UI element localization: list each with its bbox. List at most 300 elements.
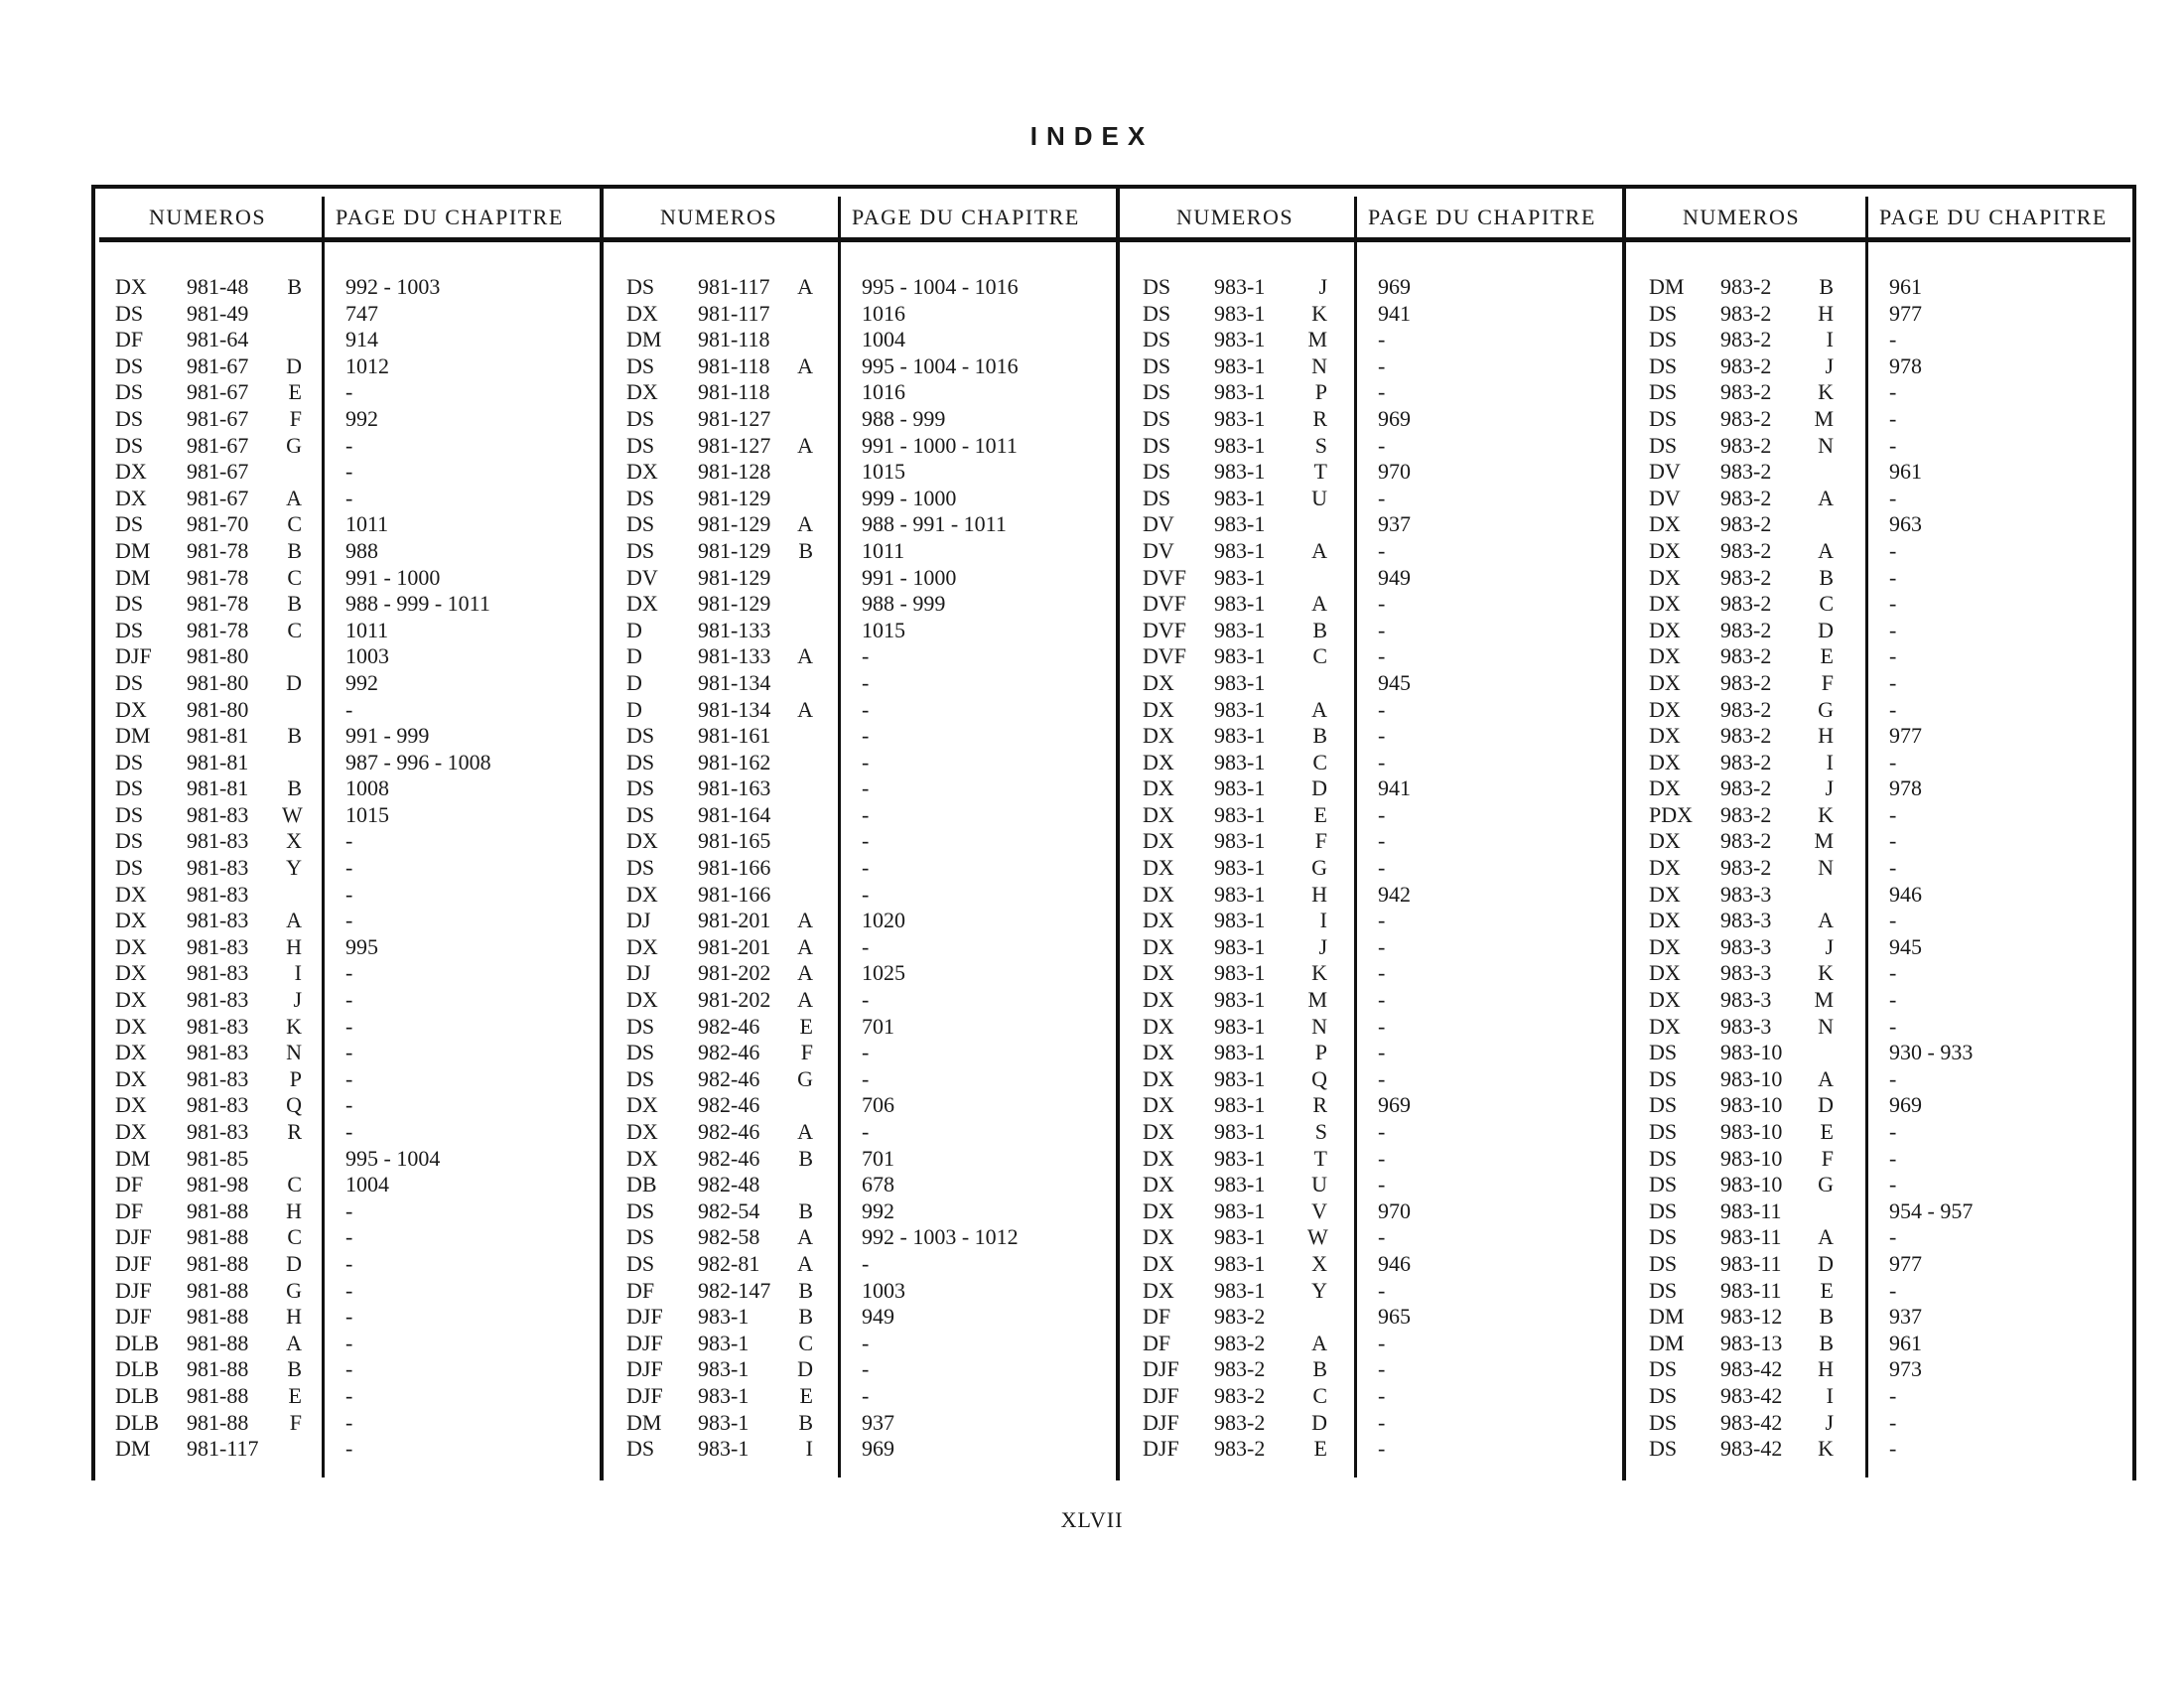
entry-number: 983-2 <box>1720 379 1772 405</box>
entry-page: 930 - 933 <box>1889 1040 1974 1065</box>
entry-prefix: DX <box>1143 855 1174 881</box>
index-row <box>603 565 1119 592</box>
entry-number: 981-163 <box>698 775 771 801</box>
entry-suffix: Y <box>286 855 302 881</box>
entry-number: 981-64 <box>187 327 249 352</box>
entry-page: - <box>862 881 870 907</box>
index-row <box>91 406 603 433</box>
entry-suffix: B <box>798 1277 813 1303</box>
index-row <box>1119 511 1625 538</box>
entry-page: - <box>1378 1119 1386 1144</box>
entry-prefix: DS <box>115 801 144 827</box>
entry-number: 981-88 <box>187 1304 249 1330</box>
entry-suffix: K <box>1818 379 1834 405</box>
entry-prefix: DV <box>1649 459 1681 485</box>
entry-number: 983-1 <box>1214 300 1266 326</box>
index-row <box>1119 486 1625 512</box>
index-row <box>1625 643 2132 670</box>
entry-prefix: DS <box>1649 405 1678 431</box>
entry-prefix: DS <box>626 1197 655 1223</box>
entry-number: 983-3 <box>1720 987 1772 1013</box>
entry-suffix: N <box>1311 352 1327 378</box>
entry-prefix: DS <box>1143 405 1171 431</box>
index-row <box>91 1066 603 1093</box>
entry-suffix: F <box>289 405 302 431</box>
entry-suffix: J <box>1825 352 1834 378</box>
entry-page: - <box>1889 696 1897 722</box>
entry-prefix: DX <box>626 459 658 485</box>
entry-page: - <box>1378 352 1386 378</box>
entry-page: - <box>1889 537 1897 563</box>
index-row <box>91 960 603 987</box>
entry-prefix: DS <box>1649 1409 1678 1435</box>
entry-prefix: DLB <box>115 1330 159 1355</box>
index-row <box>1625 1304 2132 1331</box>
index-row <box>603 1014 1119 1041</box>
index-row <box>91 1356 603 1383</box>
index-row <box>1625 1119 2132 1146</box>
entry-page: - <box>345 855 353 881</box>
entry-suffix: E <box>799 1013 813 1039</box>
entry-number: 981-49 <box>187 300 249 326</box>
entry-page: - <box>345 459 353 485</box>
entry-number: 981-83 <box>187 960 249 986</box>
index-row <box>1625 618 2132 644</box>
index-row <box>1625 1331 2132 1357</box>
entry-number: 983-2 <box>1720 300 1772 326</box>
index-row <box>1119 1304 1625 1331</box>
entry-number: 983-1 <box>1214 643 1266 669</box>
entry-prefix: DX <box>1649 511 1681 537</box>
entry-page: 941 <box>1378 775 1411 801</box>
entry-suffix: C <box>798 1330 813 1355</box>
entry-page: - <box>1378 1277 1386 1303</box>
index-row <box>1119 1040 1625 1066</box>
entry-suffix: A <box>797 696 813 722</box>
index-row <box>1119 828 1625 855</box>
entry-prefix: DF <box>1143 1330 1171 1355</box>
entry-number: 983-10 <box>1720 1065 1783 1091</box>
index-row <box>1625 301 2132 328</box>
index-row <box>1119 643 1625 670</box>
entry-page: 995 <box>345 933 378 959</box>
entry-page: 992 <box>862 1197 894 1223</box>
entry-page: - <box>1889 987 1897 1013</box>
entry-prefix: DS <box>626 1250 655 1276</box>
entry-prefix: DB <box>626 1172 657 1197</box>
index-row <box>1625 987 2132 1014</box>
entry-page: - <box>345 1119 353 1144</box>
table-right-rule <box>2132 185 2136 1480</box>
entry-suffix: E <box>799 1382 813 1408</box>
index-row <box>603 934 1119 961</box>
entry-prefix: DX <box>626 881 658 907</box>
entry-number: 983-2 <box>1720 564 1772 590</box>
entry-page: - <box>1378 828 1386 854</box>
entry-page: 1011 <box>345 617 389 642</box>
entry-page: 995 - 1004 <box>345 1145 441 1171</box>
index-row <box>603 775 1119 802</box>
entry-page: - <box>1889 1409 1897 1435</box>
index-row <box>1625 406 2132 433</box>
entry-suffix: F <box>289 1409 302 1435</box>
entry-page: 747 <box>345 300 378 326</box>
entry-page: - <box>1889 405 1897 431</box>
entry-suffix: H <box>286 933 302 959</box>
entry-prefix: DX <box>115 274 147 299</box>
entry-number: 981-81 <box>187 723 249 749</box>
entry-prefix: DX <box>1143 749 1174 774</box>
entry-prefix: DS <box>1649 1277 1678 1303</box>
entry-number: 983-1 <box>1214 696 1266 722</box>
entry-number: 983-1 <box>698 1436 750 1462</box>
entry-page: - <box>345 379 353 405</box>
entry-prefix: DS <box>1143 300 1171 326</box>
entry-suffix: C <box>1312 749 1327 774</box>
entry-number: 983-10 <box>1720 1145 1783 1171</box>
entry-suffix: W <box>282 801 303 827</box>
entry-number: 981-166 <box>698 855 771 881</box>
entry-prefix: DX <box>1649 564 1681 590</box>
entry-suffix: C <box>287 564 302 590</box>
entry-suffix: B <box>1312 723 1327 749</box>
index-row <box>91 882 603 909</box>
header-numeros: NUMEROS <box>1176 205 1295 229</box>
entry-prefix: DX <box>1143 960 1174 986</box>
entry-prefix: DV <box>1649 485 1681 510</box>
entry-prefix: DX <box>115 1119 147 1144</box>
index-row <box>603 486 1119 512</box>
entry-page: 678 <box>862 1172 894 1197</box>
index-row <box>603 1198 1119 1225</box>
header-numeros: NUMEROS <box>660 205 778 229</box>
entry-page: 970 <box>1378 459 1411 485</box>
entry-number: 983-1 <box>1214 1250 1266 1276</box>
entry-number: 981-201 <box>698 933 771 959</box>
entry-number: 983-2 <box>1720 669 1772 695</box>
index-row <box>603 459 1119 486</box>
entry-page: 978 <box>1889 352 1922 378</box>
entry-suffix: A <box>797 643 813 669</box>
entry-page: 1020 <box>862 908 905 933</box>
entry-page: 978 <box>1889 775 1922 801</box>
index-row <box>603 1066 1119 1093</box>
entry-suffix: E <box>288 379 302 405</box>
entry-number: 981-67 <box>187 485 249 510</box>
entry-prefix: DX <box>1143 987 1174 1013</box>
index-row <box>1119 1172 1625 1198</box>
entry-page: - <box>862 696 870 722</box>
entry-suffix: A <box>1818 908 1834 933</box>
index-row <box>1119 1119 1625 1146</box>
entry-number: 983-1 <box>1214 987 1266 1013</box>
entry-suffix: A <box>1818 1224 1834 1250</box>
entry-suffix: I <box>805 1436 813 1462</box>
entry-number: 981-48 <box>187 274 249 299</box>
entry-prefix: DF <box>1143 1304 1171 1330</box>
entry-number: 983-1 <box>698 1356 750 1382</box>
index-row <box>91 591 603 618</box>
header-page-du-chapitre: PAGE DU CHAPITRE <box>336 205 564 229</box>
entry-suffix: D <box>1818 1250 1834 1276</box>
entry-prefix: DX <box>1649 749 1681 774</box>
index-row <box>603 802 1119 829</box>
entry-suffix: Q <box>286 1092 302 1118</box>
index-row <box>1625 855 2132 882</box>
entry-suffix: B <box>798 537 813 563</box>
entry-number: 983-2 <box>1720 485 1772 510</box>
entry-suffix: X <box>286 828 302 854</box>
entry-number: 983-11 <box>1720 1277 1782 1303</box>
index-row <box>1119 697 1625 724</box>
entry-prefix: DS <box>1143 459 1171 485</box>
entry-number: 983-2 <box>1720 459 1772 485</box>
entry-number: 981-134 <box>698 669 771 695</box>
entry-prefix: DX <box>1143 881 1174 907</box>
entry-number: 981-166 <box>698 881 771 907</box>
entry-page: 991 - 999 <box>345 723 430 749</box>
entry-prefix: DX <box>115 696 147 722</box>
entry-number: 983-2 <box>1720 696 1772 722</box>
entry-page: - <box>862 1119 870 1144</box>
index-row <box>91 855 603 882</box>
entry-page: 991 - 1000 - 1011 <box>862 432 1018 458</box>
entry-suffix: H <box>1311 881 1327 907</box>
entry-prefix: DX <box>115 485 147 510</box>
entry-number: 981-88 <box>187 1330 249 1355</box>
index-row <box>1625 828 2132 855</box>
entry-number: 983-10 <box>1720 1172 1783 1197</box>
index-row <box>603 643 1119 670</box>
entry-prefix: DS <box>1649 1065 1678 1091</box>
entry-number: 983-2 <box>1720 775 1772 801</box>
entry-suffix: I <box>294 960 302 986</box>
entry-number: 983-1 <box>1214 960 1266 986</box>
index-row <box>1625 538 2132 565</box>
entry-suffix: J <box>1318 274 1327 299</box>
index-group-2 <box>603 185 1119 1480</box>
index-row <box>1119 1383 1625 1410</box>
entry-number: 983-2 <box>1720 274 1772 299</box>
entry-prefix: DS <box>115 300 144 326</box>
entry-page: 1015 <box>862 617 905 642</box>
index-row <box>1625 723 2132 750</box>
entry-page: - <box>862 775 870 801</box>
index-row <box>1119 327 1625 353</box>
index-row <box>1119 802 1625 829</box>
entry-suffix: K <box>1818 1436 1834 1462</box>
entry-number: 981-83 <box>187 855 249 881</box>
entry-page: - <box>862 1065 870 1091</box>
entry-prefix: DX <box>626 987 658 1013</box>
entry-page: - <box>345 1224 353 1250</box>
index-row <box>1625 775 2132 802</box>
entry-number: 983-1 <box>1214 274 1266 299</box>
entry-prefix: DS <box>1649 1382 1678 1408</box>
index-row <box>91 459 603 486</box>
entry-page: - <box>1889 1119 1897 1144</box>
entry-prefix: DS <box>115 432 144 458</box>
index-row <box>603 1304 1119 1331</box>
entry-number: 983-1 <box>1214 591 1266 617</box>
index-row <box>603 538 1119 565</box>
entry-number: 981-129 <box>698 485 771 510</box>
index-row <box>91 723 603 750</box>
index-row <box>1625 591 2132 618</box>
entry-page: 991 - 1000 <box>862 564 957 590</box>
index-row <box>1625 565 2132 592</box>
entry-suffix: B <box>287 537 302 563</box>
entry-page: - <box>1378 855 1386 881</box>
index-row <box>603 511 1119 538</box>
entry-prefix: DX <box>1143 1092 1174 1118</box>
entry-number: 981-78 <box>187 564 249 590</box>
entry-number: 983-2 <box>1214 1436 1266 1462</box>
entry-page: - <box>1889 1277 1897 1303</box>
entry-suffix: T <box>1313 1145 1327 1171</box>
entry-prefix: DM <box>626 1409 662 1435</box>
index-row <box>603 353 1119 380</box>
entry-page: 961 <box>1889 1330 1922 1355</box>
entry-prefix: DX <box>626 300 658 326</box>
entry-number: 983-1 <box>1214 327 1266 352</box>
entry-suffix: A <box>286 1330 302 1355</box>
entry-number: 983-1 <box>1214 881 1266 907</box>
entry-page: 977 <box>1889 723 1922 749</box>
entry-prefix: DS <box>626 749 655 774</box>
entry-suffix: E <box>1820 1119 1834 1144</box>
index-row <box>91 1224 603 1251</box>
entry-prefix: DX <box>1649 775 1681 801</box>
entry-page: 992 <box>345 405 378 431</box>
entry-suffix: J <box>1825 775 1834 801</box>
entry-page: - <box>862 855 870 881</box>
entry-suffix: S <box>1314 1119 1327 1144</box>
entry-prefix: DS <box>1649 352 1678 378</box>
entry-number: 982-46 <box>698 1013 760 1039</box>
entry-prefix: D <box>626 617 642 642</box>
entry-number: 983-1 <box>1214 908 1266 933</box>
entry-prefix: DJF <box>115 643 152 669</box>
entry-suffix: H <box>1818 300 1834 326</box>
entry-suffix: W <box>1307 1224 1328 1250</box>
entry-page: 977 <box>1889 1250 1922 1276</box>
index-row <box>603 406 1119 433</box>
entry-page: - <box>1889 908 1897 933</box>
index-row <box>1119 379 1625 406</box>
entry-suffix: R <box>1312 405 1327 431</box>
entry-suffix: D <box>1818 617 1834 642</box>
entry-prefix: D <box>626 643 642 669</box>
entry-page: - <box>1378 723 1386 749</box>
index-row <box>1625 353 2132 380</box>
entry-page: 988 - 999 - 1011 <box>345 591 490 617</box>
index-row <box>603 750 1119 776</box>
index-row <box>1625 1014 2132 1041</box>
entry-number: 981-83 <box>187 881 249 907</box>
index-row <box>91 511 603 538</box>
entry-page: - <box>345 1304 353 1330</box>
entry-number: 983-1 <box>1214 1092 1266 1118</box>
entry-suffix: H <box>1818 723 1834 749</box>
entry-prefix: DS <box>626 855 655 881</box>
index-row <box>91 1278 603 1305</box>
entry-page: - <box>862 987 870 1013</box>
index-row <box>603 1119 1119 1146</box>
entry-suffix: F <box>800 1040 813 1065</box>
entry-prefix: DS <box>1143 274 1171 299</box>
entry-number: 983-2 <box>1720 511 1772 537</box>
entry-page: - <box>862 723 870 749</box>
index-row <box>1119 1410 1625 1437</box>
index-row <box>603 882 1119 909</box>
entry-page: - <box>1378 1224 1386 1250</box>
entry-number: 983-3 <box>1720 933 1772 959</box>
entry-page: - <box>862 1330 870 1355</box>
entry-page: - <box>1889 749 1897 774</box>
entry-suffix: K <box>1818 960 1834 986</box>
index-row <box>1625 934 2132 961</box>
index-row <box>91 1119 603 1146</box>
entry-number: 983-1 <box>1214 459 1266 485</box>
entry-prefix: DX <box>1649 960 1681 986</box>
entry-page: - <box>1378 643 1386 669</box>
index-row <box>1119 987 1625 1014</box>
entry-number: 983-1 <box>1214 933 1266 959</box>
entry-suffix: S <box>1314 432 1327 458</box>
entry-suffix: R <box>287 1119 302 1144</box>
index-rows <box>1625 274 2132 1463</box>
entry-suffix: A <box>1311 591 1327 617</box>
entry-number: 981-70 <box>187 511 249 537</box>
entry-number: 982-46 <box>698 1145 760 1171</box>
entry-number: 981-133 <box>698 617 771 642</box>
entry-page: - <box>1889 1382 1897 1408</box>
index-rows <box>603 274 1119 1463</box>
entry-number: 981-127 <box>698 432 771 458</box>
entry-prefix: DS <box>626 274 655 299</box>
entry-suffix: Q <box>1311 1065 1327 1091</box>
entry-number: 983-1 <box>1214 855 1266 881</box>
entry-suffix: M <box>1814 828 1834 854</box>
entry-suffix: U <box>1311 485 1327 510</box>
entry-prefix: DM <box>115 1436 151 1462</box>
entry-suffix: P <box>1314 1040 1327 1065</box>
entry-prefix: DS <box>1143 352 1171 378</box>
entry-prefix: DX <box>626 379 658 405</box>
entry-page: - <box>345 908 353 933</box>
entry-page: - <box>345 1356 353 1382</box>
entry-page: - <box>345 1436 353 1462</box>
entry-suffix: M <box>1307 987 1327 1013</box>
entry-number: 983-2 <box>1214 1382 1266 1408</box>
entry-prefix: DS <box>115 828 144 854</box>
entry-suffix: D <box>1818 1092 1834 1118</box>
entry-page: - <box>862 749 870 774</box>
entry-page: - <box>1378 696 1386 722</box>
entry-page: 988 - 999 <box>862 405 946 431</box>
entry-number: 983-1 <box>1214 1277 1266 1303</box>
entry-page: - <box>1889 1172 1897 1197</box>
entry-prefix: DX <box>115 1092 147 1118</box>
entry-prefix: DS <box>1649 1040 1678 1065</box>
entry-page: 942 <box>1378 881 1411 907</box>
entry-prefix: DVF <box>1143 643 1187 669</box>
entry-number: 983-12 <box>1720 1304 1783 1330</box>
entry-suffix: A <box>1818 485 1834 510</box>
index-row <box>1119 1198 1625 1225</box>
index-row <box>91 1304 603 1331</box>
